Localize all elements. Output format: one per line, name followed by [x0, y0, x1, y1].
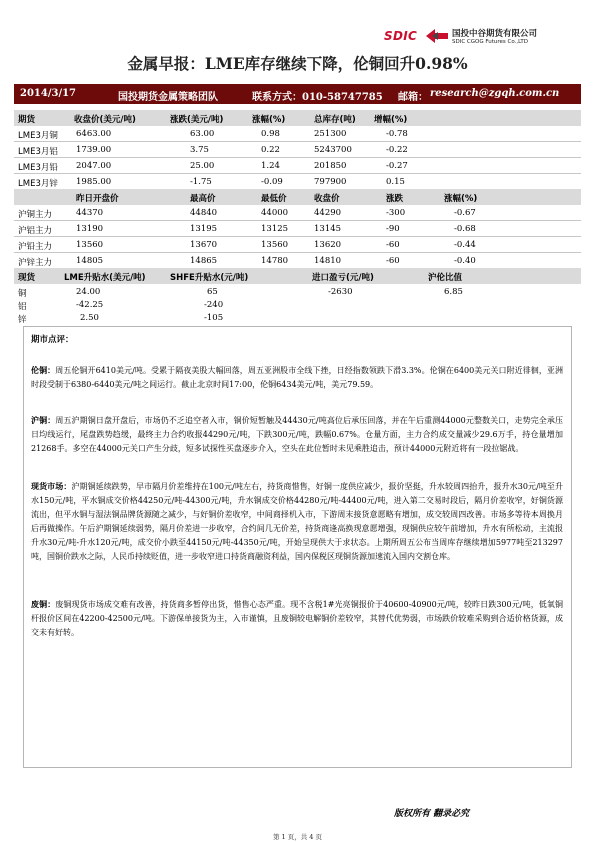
- page-number: 第 1 页，共 4 页: [272, 833, 323, 841]
- table-row: [14, 205, 581, 221]
- paragraph-text: 周五伦铜开6410美元/吨。受累于隔夜美股大幅回落，周五亚洲股市全线下挫，日经指数领跌下滑3.3%。伦铜在6400美元关口附近徘徊，亚洲时段受制于6380-6440美元/吨之间运行。截止北京时间17:00，伦铜6434美元/吨，美元79.59。: [31, 366, 564, 389]
- cell: 14780: [261, 256, 289, 266]
- commentary-paragraph-lme-copper: [31, 363, 563, 392]
- cell: -0.78: [386, 129, 408, 139]
- paragraph-text: 周五沪期铜日盘开盘后，市场仍不乏追空者入市，铜价短暂触及44430元/吨高位后承压回落，并在午后重测44000元整数关口，走势完全承压日均线运行，尾盘跌势趋缓，最终主力合约收报44290元/吨，下跌300元/吨，跌幅0.67%。仓量方面，主力合约成交量减少29.6万手，持仓量增加21268手。多空在44000元关口产生分歧，短多试探性买盘逐步介入，空头在此位暂时未见乘胜追击，预计44000元附近将有一段拉锯战。: [31, 416, 564, 453]
- report-header-bar: [14, 84, 581, 104]
- shfe-futures-table: [14, 189, 581, 269]
- cell: 13195: [190, 224, 218, 234]
- cell: 44840: [190, 208, 218, 218]
- cell: -0.27: [386, 161, 408, 171]
- row-label: 锌: [18, 315, 27, 325]
- column-header: 收盘价(美元/吨): [74, 115, 136, 125]
- column-header: 进口盈亏(元/吨): [312, 273, 374, 283]
- cell: 5243700: [314, 145, 352, 155]
- cell: 24.00: [76, 287, 101, 297]
- row-label: LME3月铜: [18, 131, 58, 141]
- spot-premium-table: [14, 268, 581, 323]
- cell: -240: [204, 300, 224, 310]
- cell: 13670: [190, 240, 218, 250]
- column-header: 增幅(%): [374, 115, 408, 125]
- cell: -60: [386, 256, 400, 266]
- cell: 2.50: [80, 313, 99, 323]
- column-header: 期货: [18, 115, 36, 125]
- row-label: LME3月铝: [18, 147, 58, 157]
- cell: 0.22: [261, 145, 280, 155]
- table-row: [14, 142, 581, 158]
- cell: -0.44: [454, 240, 476, 250]
- cell: 1.24: [261, 161, 280, 171]
- cell: -0.09: [261, 177, 283, 187]
- row-label: 沪铜主力: [18, 210, 53, 220]
- column-header: 最低价: [261, 194, 287, 204]
- table-row: [14, 221, 581, 237]
- cell: 2047.00: [76, 161, 112, 171]
- cell: 6463.00: [76, 129, 112, 139]
- column-header: 最高价: [190, 194, 216, 204]
- cell: 797900: [314, 177, 347, 187]
- paragraph-label: 伦铜：: [31, 365, 56, 375]
- cell: 1985.00: [76, 177, 112, 187]
- table-header-row: [14, 189, 581, 205]
- cell: 13560: [261, 240, 289, 250]
- table-row: [14, 126, 581, 142]
- commentary-paragraph-spot-market: [31, 479, 563, 564]
- paragraph-text: 废铜现货市场成交难有改善，持货商多暂停出货，惜售心态严重。现不含税1#光亮铜报价于40600-40900元/吨，较昨日跌300元/吨，低氧铜杆报价区间在42200-42500元/吨。下游保单接货为主，入市谨慎，且废铜较电解铜价差较窄，其替代优势弱，市场跌价较难采购到合适价格货源，成交未有好转。: [31, 600, 563, 637]
- cell: -60: [386, 240, 400, 250]
- column-header: 现货: [18, 273, 36, 283]
- cell: -105: [204, 313, 224, 323]
- table-row: [14, 253, 581, 269]
- cell: 63.00: [190, 129, 215, 139]
- cell: 65: [207, 287, 218, 297]
- row-label: 沪铅主力: [18, 242, 53, 252]
- row-label: 铝: [18, 302, 27, 312]
- cell: -0.67: [454, 208, 476, 218]
- cell: -90: [386, 224, 400, 234]
- cell: -0.40: [454, 256, 476, 266]
- paragraph-label: 沪铜：: [31, 415, 56, 425]
- cell: 13560: [76, 240, 104, 250]
- column-header: 涨幅(%): [252, 115, 286, 125]
- cell: 13145: [314, 224, 342, 234]
- paragraph-label: 现货市场：: [31, 481, 72, 491]
- column-header: 总库存(吨): [314, 115, 356, 125]
- team-name: 国投期货金属策略团队: [118, 92, 218, 103]
- column-header: LME升贴水(美元/吨): [64, 273, 146, 283]
- table-header-row: [14, 110, 581, 126]
- company-logo: [384, 26, 574, 48]
- cell: 13620: [314, 240, 342, 250]
- table-row: [14, 284, 581, 297]
- cell: 251300: [314, 129, 347, 139]
- table-row: [14, 237, 581, 253]
- commentary-paragraph-scrap-copper: [31, 597, 563, 640]
- copyright-notice: 版权所有 翻录必究: [394, 809, 470, 819]
- cell: 201850: [314, 161, 347, 171]
- row-label: LME3月锌: [18, 179, 58, 189]
- table-row: [14, 158, 581, 174]
- cell: -0.22: [386, 145, 408, 155]
- cell: 44290: [314, 208, 342, 218]
- column-header: 收盘价: [314, 194, 340, 204]
- paragraph-label: 废铜：: [31, 599, 56, 609]
- column-header: 涨幅(%): [444, 194, 478, 204]
- cell: -0.68: [454, 224, 476, 234]
- cell: -42.25: [76, 300, 104, 310]
- cell: 3.75: [190, 145, 209, 155]
- company-name-en: SDIC CGOG Futures Co.,LTD: [452, 39, 529, 45]
- commentary-heading: 期市点评：: [31, 335, 74, 345]
- cell: -300: [386, 208, 406, 218]
- column-header: 沪伦比值: [428, 273, 463, 283]
- table-row: [14, 310, 581, 323]
- cell: 44000: [261, 208, 289, 218]
- contact-info: 联系方式：010-58747785: [252, 92, 383, 103]
- row-label: 沪锌主力: [18, 258, 53, 268]
- column-header: 涨跌: [386, 194, 404, 204]
- commentary-paragraph-shfe-copper: [31, 413, 563, 456]
- lme-futures-table: [14, 110, 581, 190]
- cell: 13125: [261, 224, 289, 234]
- cell: 0.15: [386, 177, 405, 187]
- row-label: 沪铝主力: [18, 226, 53, 236]
- company-name-cn: 国投中谷期货有限公司: [452, 29, 538, 39]
- email-address[interactable]: research@zgqh.com.cn: [430, 88, 560, 99]
- report-title: 金属早报：LME库存继续下降，伦铜回升0.98%: [127, 54, 468, 73]
- cell: 6.85: [444, 287, 463, 297]
- column-header: 昨日开盘价: [76, 194, 119, 204]
- cell: -1.75: [190, 177, 212, 187]
- row-label: 铜: [18, 289, 27, 299]
- column-header: SHFE升贴水(元/吨): [170, 273, 249, 283]
- cell: 14805: [76, 256, 104, 266]
- row-label: LME3月铅: [18, 163, 58, 173]
- report-date: 2014/3/17: [20, 88, 77, 99]
- cell: -2630: [328, 287, 353, 297]
- logo-arrow-icon: [426, 28, 448, 44]
- table-row: [14, 297, 581, 310]
- cell: 44370: [76, 208, 104, 218]
- email-label: 邮箱：: [398, 92, 428, 103]
- brand-mark-text: SDIC: [384, 29, 418, 43]
- column-header: 涨跌(美元/吨): [170, 115, 224, 125]
- cell: 14810: [314, 256, 342, 266]
- paragraph-text: 沪期铜延续跌势，早市隔月价差维持在100元/吨左右，持货商惜售，好铜一度供应减少，报价坚挺，升水较周四抬升，报升水30元/吨至升水150元/吨，平水铜成交价格44250元/吨-44300元/吨，升水铜成交价格44280元/吨-44400元/吨，进入第二交易时段后，隔月价差收窄，好铜货源流出，但平水铜与湿法铜品牌货源随之减少，与好铜价差收窄，中间商择机入市，下游周末接货意愿略有增加，成交较周四改善。市场多等待本周换月后再做操作。午后沪期铜延续弱势，隔月价差进一步收窄，合约间几无价差，持货商逢高换现意愿增强，现铜供应较午前增加，升水有所松动，主流报升水30元/吨-升水120元/吨，成交价小跌至44150元/吨-44350元/吨，开始呈现供大于求状态。上期所周五公布当周库存继续增加5977吨至213297吨，国铜价跌水之际，人民币持续贬值，进一步收窄进口持货商融资利益，国内保税区现铜货源加速流入国内交割仓库。: [31, 482, 563, 561]
- market-commentary: [23, 326, 572, 768]
- cell: 0.98: [261, 129, 280, 139]
- cell: 13190: [76, 224, 104, 234]
- cell: 1739.00: [76, 145, 112, 155]
- table-header-row: [14, 268, 581, 284]
- cell: 14865: [190, 256, 218, 266]
- table-row: [14, 174, 581, 190]
- cell: 25.00: [190, 161, 215, 171]
